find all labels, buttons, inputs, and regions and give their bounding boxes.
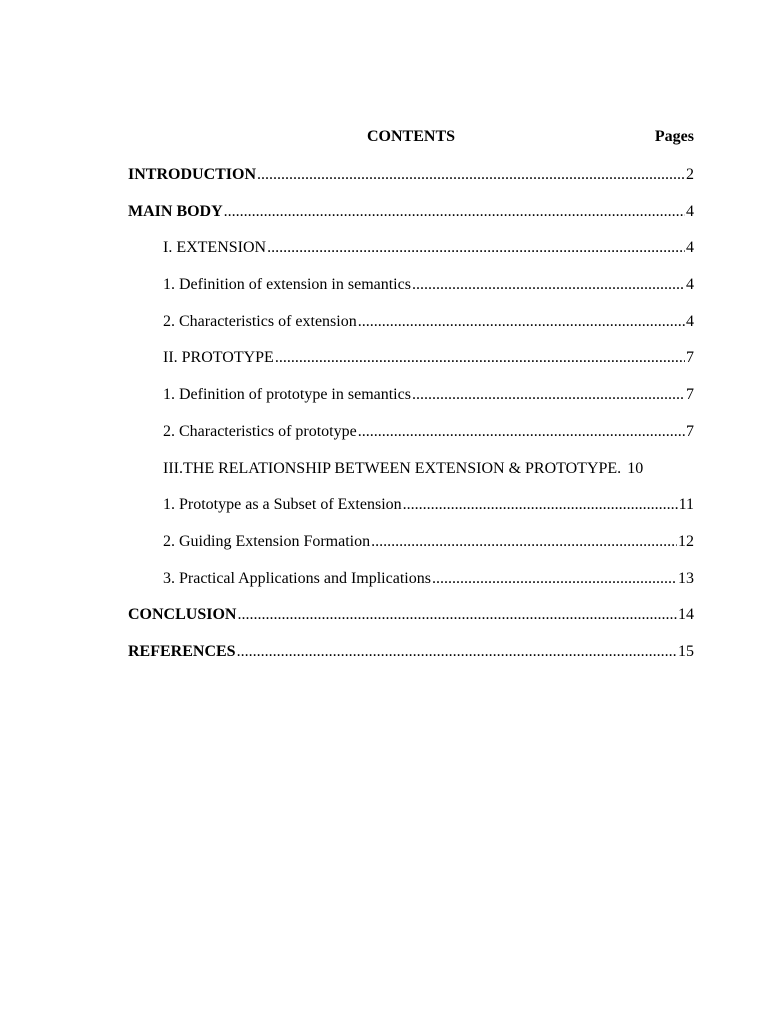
toc-entry-practical-applications (128, 569, 694, 606)
toc-entry-page: 2 (686, 166, 694, 183)
toc-entry-page: 12 (678, 532, 694, 550)
toc-entry-label: 3. Practical Applications and Implications (163, 569, 431, 587)
pages-column-label: Pages (654, 128, 694, 145)
toc-entry-page: 10 (627, 459, 644, 477)
toc-entry-prototype (128, 348, 694, 385)
toc-entry-label: 1. Definition of extension in semantics (163, 276, 411, 294)
toc-entry-label: III.THE RELATIONSHIP BETWEEN EXTENSION & PROTOTYPE. (163, 459, 622, 477)
contents-title: CONTENTS (366, 128, 456, 145)
toc-entry-extension (128, 238, 694, 275)
dot-leader (412, 275, 685, 295)
toc-entry-label: MAIN BODY (128, 202, 223, 220)
toc-entry-prototype-subset (128, 495, 694, 532)
dot-leader (403, 495, 678, 515)
toc-entry-page: 4 (686, 276, 694, 294)
toc-entry-guiding-extension (128, 532, 694, 569)
toc-entry-page: 7 (686, 422, 694, 440)
dot-leader (371, 532, 677, 552)
toc-entry-page: 4 (686, 239, 694, 257)
toc-entry-conclusion (128, 605, 694, 642)
dot-leader (275, 348, 685, 368)
toc-entry-characteristics-of-extension (128, 312, 694, 349)
toc-entry-label: CONCLUSION (128, 606, 237, 624)
toc-entry-label: 2. Characteristics of extension (163, 312, 357, 330)
dot-leader (237, 605, 677, 625)
dot-leader (358, 312, 685, 332)
toc-entry-label: II. PROTOTYPE (163, 349, 274, 367)
toc-entry-characteristics-of-prototype (128, 422, 694, 459)
toc-entry-label: INTRODUCTION (128, 166, 257, 183)
dot-leader (432, 569, 677, 589)
toc-entry-page: 4 (686, 312, 694, 330)
dot-leader (412, 385, 685, 405)
toc-entry-label: 1. Prototype as a Subset of Extension (163, 496, 402, 514)
contents-header (128, 128, 694, 150)
toc-entry-page: 7 (686, 349, 694, 367)
toc-entry-references (128, 642, 694, 679)
toc-entry-label: 2. Characteristics of prototype (163, 422, 357, 440)
dot-leader (358, 422, 685, 442)
dot-leader (237, 642, 677, 662)
toc-entry-label: I. EXTENSION (163, 239, 267, 257)
toc-entry-page: 4 (686, 202, 694, 220)
toc-entry-page: 11 (678, 496, 694, 514)
toc-entry-page: 15 (678, 642, 694, 660)
toc-entry-main-body (128, 202, 694, 239)
toc-entry-label: 1. Definition of prototype in semantics (163, 386, 411, 404)
dot-leader (257, 165, 685, 185)
toc-entry-definition-of-prototype (128, 385, 694, 422)
toc-entry-introduction (128, 165, 694, 202)
toc-entry-page: 14 (678, 606, 694, 624)
toc-entry-definition-of-extension (128, 275, 694, 312)
table-of-contents (128, 165, 694, 679)
toc-entry-relationship (128, 459, 694, 496)
toc-entry-page: 13 (678, 569, 694, 587)
toc-entry-label: 2. Guiding Extension Formation (163, 532, 371, 550)
dot-leader (267, 238, 685, 258)
toc-entry-label: REFERENCES (128, 642, 236, 660)
dot-leader (224, 202, 685, 222)
toc-entry-page: 7 (686, 386, 694, 404)
